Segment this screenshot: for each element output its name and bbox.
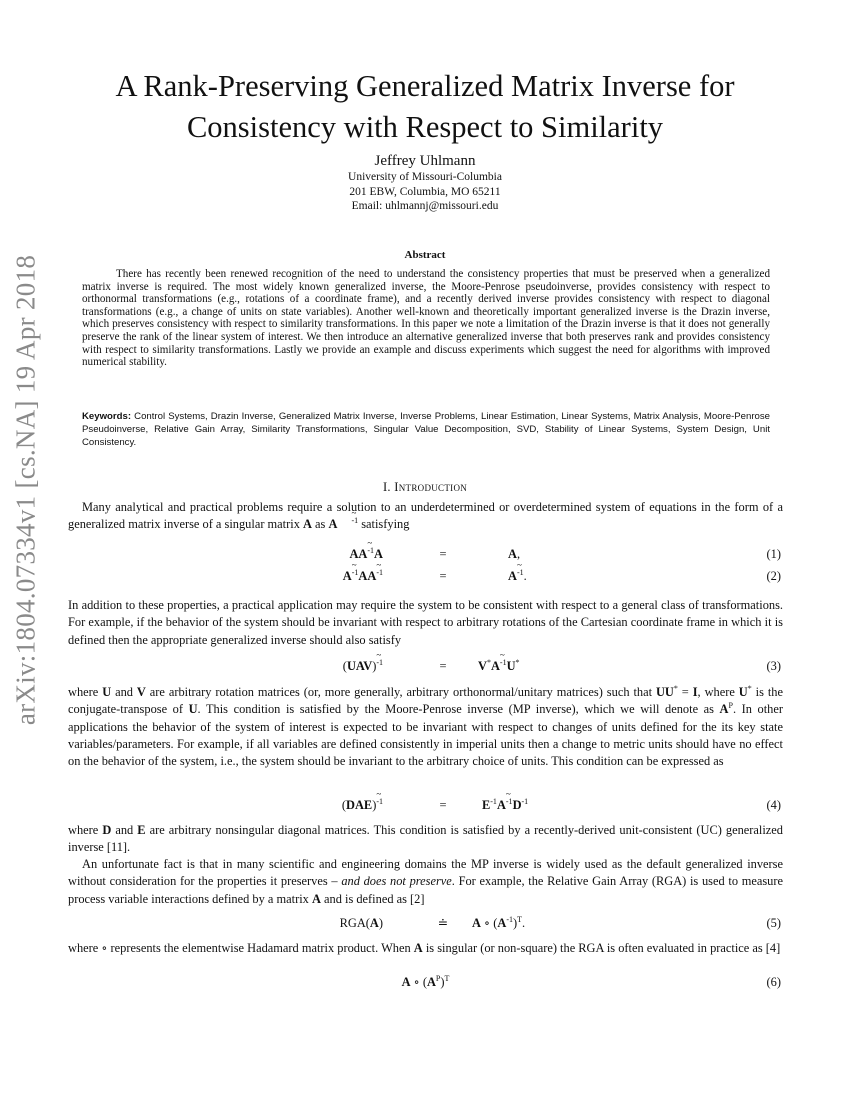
abstract-heading: Abstract bbox=[404, 249, 446, 261]
section-heading bbox=[200, 480, 650, 495]
arxiv-side-stamp bbox=[4, 254, 48, 726]
author-name: Jeffrey Uhlmann bbox=[374, 153, 476, 169]
equation-3: (UAV)-1 = V*A-1U* (3) bbox=[342, 657, 781, 673]
equation-4: (DAE)-1 = $E^{-1}A-1D^{-1}$ (4) bbox=[341, 796, 781, 812]
equation-number-1: (1) bbox=[766, 547, 781, 561]
keywords-label: Keywords: bbox=[82, 411, 132, 422]
title-line-1: A Rank-Preserving Generalized Matrix Inverse for bbox=[115, 69, 735, 103]
section-numeral: I. bbox=[382, 480, 391, 494]
abstract-text: There has recently been renewed recognition of the need to understand the consistency properties that must be preserved when a generalized matrix inverse is required. The most widely known generalized inverse, the Moore-Penrose pseudoinverse, provides consistency with respect to orthonormal transformations (e.g., rotations of a coordinate frame), and a recently derived inverse provides consistency with respect to diagonal transformations (e.g., a change of units on state variables). Another well-known and theoretically important generalized inverse is the Drazin inverse, which preserves consistency with respect to similarity transformations. In this paper we note a limitation of the Drazin inverse is that it does not generally preserve the rank of the linear system of interest. We then introduce an alternative generalized inverse that both preserves rank and provides consistency with respect to similarity transformations. Lastly we provide an example and discuss experiments which suggest the need for algorithms with improved numerical stability. bbox=[82, 268, 770, 369]
author-block bbox=[200, 152, 650, 214]
equation-number-4: (4) bbox=[766, 798, 781, 812]
equation-number-2: (2) bbox=[766, 569, 781, 583]
arxiv-identifier: arXiv:1804.07334v1 [cs.NA] 19 Apr 2018 bbox=[10, 254, 41, 726]
equation-number-5: (5) bbox=[766, 916, 781, 930]
equation-6: A ∘ $(A^P)^T$ (6) bbox=[401, 973, 781, 989]
paper-title bbox=[60, 66, 790, 148]
intro-paragraph-6: where ∘ represents the elementwise Hadamard matrix product. When A is singular (or non-square) the RGA is often evaluated in practice as [4] bbox=[68, 941, 781, 955]
title-line-2: Consistency with Respect to Similarity bbox=[186, 110, 664, 144]
intro-paragraph-3: where U and V are arbitrary rotation matrices (or, more generally, arbitrary orthonormal/unitary matrices) such that UU* = I, where U* is the conjugate-transpose of U. This condition is satisfied by the Moore-Penrose inverse (MP inverse), which we will denote as $A^P$. In other applications the behavior of the system of interest is expected to be invariant with respect to changes of units defined for the its key state variables/parameters. For example, if all variables are defined consistently in imperial units then a change to metric units should have no effect on the behavior of the system, i.e., the system should be invariant to the arbitrary choice of units. This condition can be expressed as bbox=[68, 683, 784, 769]
intro-paragraph-4: where D and E are arbitrary nonsingular diagonal matrices. This condition is satisfied by a recently-derived unit-consistent (UC) generalized inverse [11]. bbox=[68, 823, 783, 855]
author-affiliation: University of Missouri-Columbia bbox=[348, 171, 502, 183]
keywords bbox=[82, 410, 770, 449]
section-title: Introduction bbox=[394, 480, 468, 494]
intro-paragraph-1: Many analytical and practical problems require a solution to an underdetermined or overdetermined system of equations in the form of a generalized matrix inverse of a singular matrix A as A -1 satisfying bbox=[68, 500, 783, 532]
intro-paragraph-2: In addition to these properties, a practical application may require the system to be consistent with respect to a general class of transformations. For example, if the behavior of the system should be invariant with respect to arbitrary rotations of the Cartesian coordinate frame in which it is defined then the appropriate generalized inverse should also satisfy bbox=[68, 598, 783, 647]
equation-number-3: (3) bbox=[766, 659, 781, 673]
author-address: 201 EBW, Columbia, MO 65211 bbox=[349, 185, 501, 198]
equation-2: A-1AA-1 = A-1. (2) bbox=[342, 567, 781, 583]
intro-paragraph-5: An unfortunate fact is that in many scientific and engineering domains the MP inverse is widely used as the default generalized inverse without consideration for the properties it preserves – and does not preserve. For example, the Relative Gain Array (RGA) is used to measure process variable interactions defined by a matrix A and is defined as [2] bbox=[68, 857, 784, 906]
equation-number-6: (6) bbox=[766, 975, 781, 989]
equation-1: AA-1A = A, (1) bbox=[349, 545, 781, 561]
keywords-text: Control Systems, Drazin Inverse, Generalized Matrix Inverse, Inverse Problems, Linear Estimation, Linear Systems, Matrix Analysis, Moore-Penrose Pseudoinverse, Relative Gain Array, Similarity Transformations, Singular Value Decomposition, SVD, Stability of Linear Systems, System Design, Unit Consistency. bbox=[82, 411, 770, 448]
equation-5: RGA(A) ≐ A ∘ $(A^{-1})^T$. (5) bbox=[339, 914, 781, 930]
author-email: Email: uhlmannj@missouri.edu bbox=[351, 200, 499, 212]
